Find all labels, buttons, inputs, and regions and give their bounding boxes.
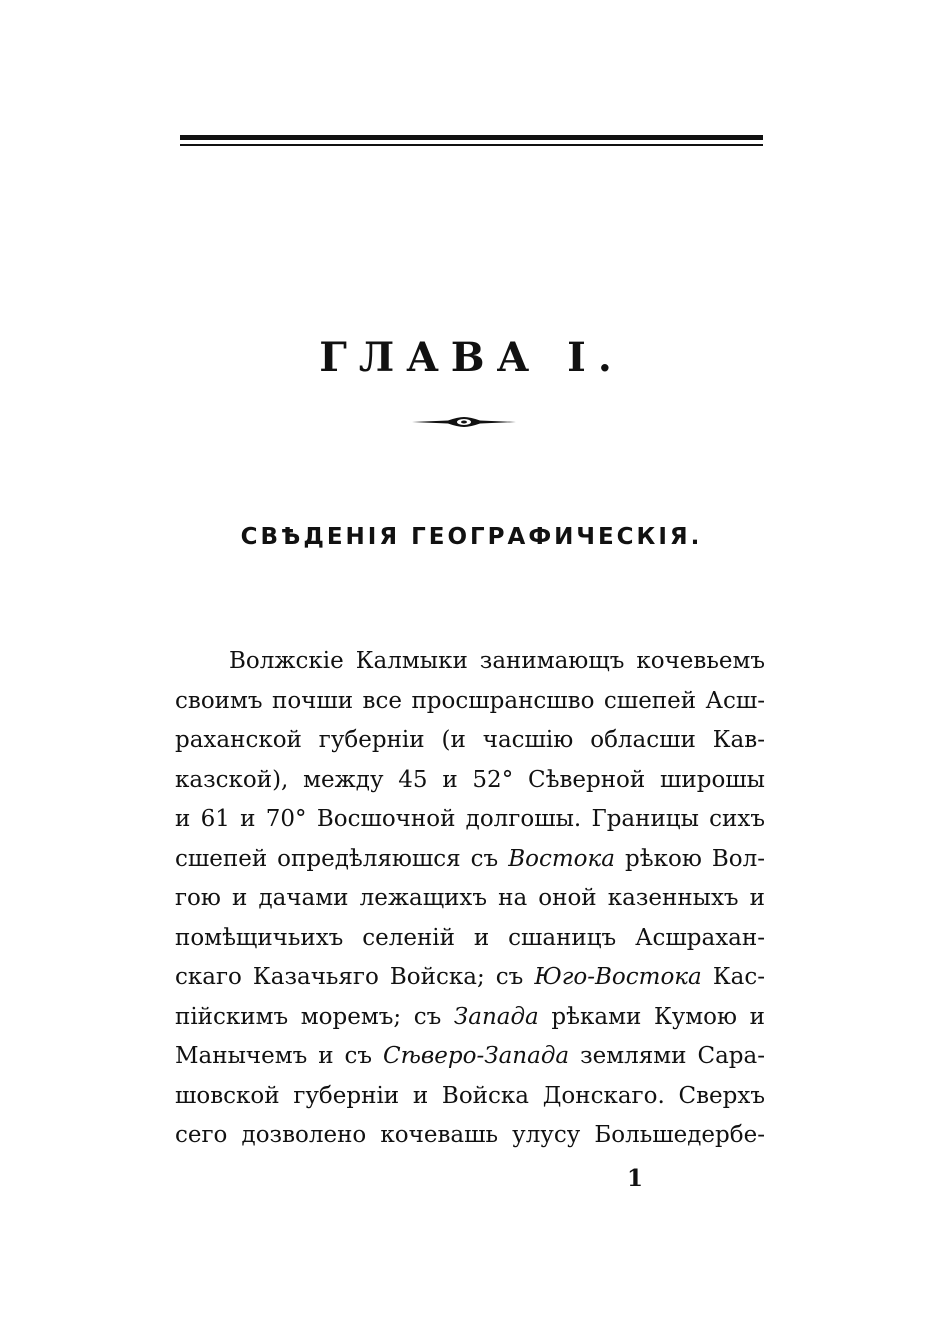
text-segment: пійскимъ моремъ; съ	[175, 1003, 454, 1030]
text-line	[175, 1116, 765, 1156]
text-segment: шовской губерніи и Войска Донскаго. Сверхъ	[175, 1082, 765, 1109]
italic-place-name: Востока	[508, 845, 615, 872]
text-segment: своимъ почши все просшрансшво сшепей Асш-	[175, 687, 765, 714]
text-segment: рѣками Кумою и	[538, 1003, 765, 1030]
text-segment: раханской губерніи (и часшію обласши Кав-	[175, 727, 765, 753]
text-segment: Кас-	[701, 964, 765, 990]
italic-place-name: Запада	[453, 1003, 539, 1030]
italic-place-name: Юго-Востока	[534, 964, 702, 990]
text-line	[175, 1037, 765, 1077]
text-line	[175, 879, 765, 919]
text-segment: Волжскіе Калмыки занимающъ кочевьемъ	[229, 648, 765, 674]
text-segment: рѣкою Вол-	[614, 845, 766, 872]
text-segment: Манычемъ и съ	[175, 1043, 384, 1069]
text-line	[175, 721, 765, 761]
text-line	[175, 998, 765, 1038]
top-rule-thin	[180, 144, 763, 146]
body-paragraph	[175, 642, 765, 1156]
italic-place-name: Сѣверо-Запада	[383, 1043, 570, 1069]
text-segment: и 61 и 70° Восшочной долгошы. Границы сихъ	[175, 806, 765, 832]
text-segment: сшепей опредѣляюшся съ	[175, 845, 509, 872]
text-line	[175, 919, 765, 959]
text-segment: землями Сара-	[569, 1043, 765, 1069]
ornament-divider-icon	[412, 414, 516, 430]
text-line	[175, 642, 765, 682]
text-line	[175, 958, 765, 998]
text-segment: помѣщичьихъ селеній и сшаницъ Асшрахан-	[175, 924, 765, 951]
text-line	[175, 800, 765, 840]
text-line	[175, 761, 765, 801]
page-number: 1	[626, 1165, 643, 1192]
section-title: СВѢДЕНІЯ ГЕОГРАФИЧЕСКІЯ.	[240, 524, 703, 550]
chapter-heading: ГЛАВА I.	[319, 334, 624, 381]
text-line	[175, 840, 765, 880]
top-rule-thick	[180, 135, 763, 140]
text-segment: казской), между 45 и 52° Сѣверной широшы	[175, 766, 765, 793]
text-line	[175, 1077, 765, 1117]
text-segment: скаго Казачьяго Войска; съ	[175, 964, 535, 990]
text-line	[175, 682, 765, 722]
text-segment: гою и дачами лежащихъ на оной казенныхъ и	[175, 885, 765, 911]
text-segment: сего дозволено кочевашь улусу Большедербе-	[175, 1122, 765, 1148]
